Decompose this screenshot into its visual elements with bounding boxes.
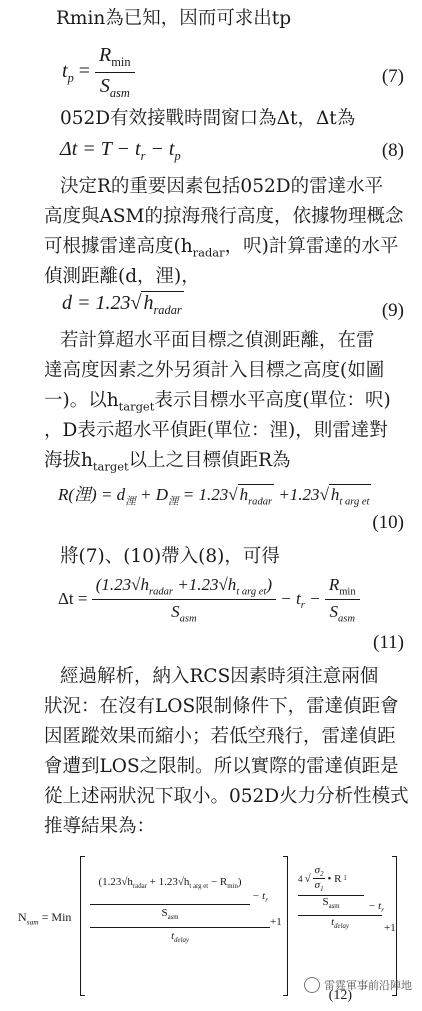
para3-line5: 從上述兩狀況下取小。052D火力分析性模式: [44, 786, 409, 807]
eq12-b-frac: [313, 864, 326, 893]
para3-line4: 會遭到LOS之限制。所以實際的雷達偵距是: [44, 756, 399, 777]
eq11-num-a: (1.23√h: [95, 575, 149, 594]
eq12-b-delay-sub: delay: [334, 922, 349, 930]
substitute-line: 將(7)、(10)帶入(8)，可得: [60, 546, 280, 567]
wechat-icon: [304, 977, 320, 993]
eq12-b-s2: σ: [314, 864, 321, 876]
para1-line3: [44, 232, 398, 260]
eq12-a-c: − R: [208, 876, 228, 888]
intro-text: Rmin為已知，因而可求出tp: [56, 8, 292, 29]
para1-line2: 高度與ASM的掠海飛行高度，依據物理概念: [44, 206, 404, 227]
para2-line5-a: 海拔h: [44, 450, 93, 471]
eq12-b-delay: [298, 916, 382, 930]
eq7-number: (7): [381, 66, 404, 87]
eq12-lhs: N: [18, 910, 27, 924]
eq12-min: = Min: [38, 910, 72, 924]
eq11-mid-sub: r: [300, 600, 305, 612]
eq9-h: h: [143, 292, 154, 314]
eq7-numerator: R: [99, 44, 112, 66]
para2-line3-b: 表示目標水平高度(單位：呎): [154, 390, 391, 411]
eq12-a-num: (1.23√h: [98, 876, 133, 888]
eq11-num-b: +1.23√h: [173, 575, 237, 594]
para3-line3: 因匿蹤效果而縮小；若低空飛行，雷達偵距: [44, 726, 396, 747]
eq11-number: (11): [373, 632, 404, 653]
para2-line3-a: 一)。以h: [44, 390, 119, 411]
eq12-b-den-text: S: [322, 896, 329, 909]
eq12-term1-numer: [90, 876, 250, 890]
eq9-a: d = 1.23: [62, 292, 131, 314]
eq12-a-sub2: t arg et: [189, 883, 209, 891]
eq12-a-delay-t: t: [171, 930, 175, 943]
eq12-a-tr-text: − t: [252, 890, 266, 902]
eq11-den: S: [171, 602, 180, 622]
eq10-b: + D: [135, 485, 168, 504]
eq11-lhs: Δt =: [58, 588, 88, 608]
eq9-number: (9): [381, 300, 404, 321]
eq12-mid-bracket: [283, 856, 288, 996]
eq12-a-den: [90, 905, 250, 921]
eq11-f2-num: R: [328, 575, 340, 594]
equation-8: [60, 138, 181, 164]
eq12-a-tr: [252, 890, 268, 904]
para2-line5-b: 以上之目標偵距R為: [128, 450, 291, 471]
para2-line3: [44, 386, 391, 414]
eq12-a-sub1: radar: [132, 883, 147, 891]
para2-line4: ，D表示超水平偵距(單位：浬)，則雷達對: [44, 420, 388, 441]
eq12-a-d: ): [237, 876, 242, 888]
equation-12-lhs: [18, 910, 71, 926]
eq7-lhs-sub: p: [67, 71, 74, 86]
para1-line1: 決定R的重要因素包括052D的雷達水平: [60, 176, 384, 197]
eq7-fraction: [95, 44, 135, 101]
eq10-d: +1.23: [274, 485, 320, 504]
eq12-a-delay: [90, 928, 270, 944]
eq12-b-r1-sub: 1: [343, 875, 347, 883]
eq12-b-tr-sub: r: [381, 907, 384, 915]
eq12-a-delay-sub: delay: [174, 937, 189, 945]
eq12-a-den-sub: asm: [167, 914, 179, 922]
eq8-sub-r: r: [140, 149, 146, 163]
eq12-b-delay-t: t: [331, 915, 335, 928]
equation-11: Δt = $\frac{(1.23√h_{radar} +1.23√h_{t arg et})}{S_{asm}}$ − $t_r$ − $\frac{R_{min}}{S_{asm}}$: [58, 575, 360, 625]
eq7-lhs: t: [62, 60, 68, 83]
para1-line4: 偵測距離(d，浬)，: [44, 266, 200, 287]
eq11-num-sub1: radar: [149, 586, 173, 598]
eq9-sub: radar: [153, 303, 182, 317]
eq10-h2: h: [330, 485, 340, 504]
para3-line1: 經過解析，納入RCS因素時須注意兩個: [60, 666, 379, 687]
eq11-fraction1: [92, 575, 276, 625]
watermark-text: 雷霆軍事前沿陣地: [324, 979, 412, 992]
eq11-mid: − t: [280, 588, 301, 608]
eq12-left-bracket: [80, 856, 85, 996]
eq12-plus2: +1: [384, 922, 396, 934]
para3-line2: 狀況：在沒有LOS限制條件下，雷達偵距會: [44, 696, 399, 717]
eq12-right-bracket: [392, 856, 397, 996]
eq11-num-c: ): [266, 575, 273, 594]
eq11-f2-den-sub: asm: [337, 613, 355, 625]
eq12-term1: [90, 876, 282, 945]
eq10-c: = 1.23: [178, 485, 229, 504]
equation-9: d = 1.23√ $h_{radar}$: [62, 292, 182, 317]
eq12-b-den: [298, 896, 364, 910]
equation-10: R(浬) = $d_浬 + D_浬 = 1.23√$ $h_{radar} +1.23√$ $h_{t arg et}$: [58, 485, 370, 508]
eq8-number: (8): [381, 140, 404, 161]
eq10-h1-sub: radar: [248, 496, 273, 508]
eq7-denominator: S: [99, 75, 110, 97]
para3-line6: 推導結果為：: [44, 816, 156, 837]
eq12-term2: [298, 864, 396, 934]
eq12-b-r1: • R: [327, 872, 342, 885]
para2-line5: [44, 446, 291, 474]
eq12-lhs-sub: sam: [26, 917, 39, 927]
eq11-f2-den: S: [329, 602, 338, 622]
eq11-den-sub: asm: [179, 613, 197, 625]
eq12-a-b: + 1.23√h: [146, 876, 190, 888]
para2-line2: 達高度因素之外另須計入目標之高度(如圖: [44, 360, 385, 381]
eq12-plus1: +1: [270, 916, 282, 928]
eq10-a: R(浬) = d: [58, 485, 126, 504]
eq10-h1: h: [239, 485, 249, 504]
eq8-a: Δt = T − t: [60, 138, 141, 160]
eq12-b-den-sub: asm: [328, 903, 340, 911]
intro-line: [56, 4, 291, 30]
eq12-number: (12): [328, 988, 352, 1003]
eq10-sub1: 浬: [125, 496, 136, 508]
equation-7: $t_p$ = $\frac{R_{min}}{S_{asm}}$: [62, 44, 135, 101]
eq12-b-s1-sub: 1: [320, 886, 324, 894]
para2-line5-sub: target: [92, 459, 129, 474]
eq12-b-s1: σ: [314, 879, 321, 892]
eq12-b-numer: 4 √ $\frac{\sigma_2}{\sigma_1}$ • R 1: [298, 864, 347, 894]
eq7-num-sub: min: [111, 55, 131, 69]
watermark: [304, 977, 412, 993]
eq12-b-s2-sub: 2: [320, 871, 324, 879]
para2-line1: 若計算超水平面目標之偵測距離，在雷: [60, 330, 375, 351]
eq12-b-tr: [368, 900, 384, 914]
eq10-h2-sub: t arg et: [339, 496, 370, 508]
window-text: 052D有效接戰時間窗口為Δt，Δt為: [60, 108, 356, 129]
eq12-a-den-text: S: [161, 907, 168, 920]
eq11-f2-num-sub: min: [339, 586, 356, 598]
para2-line3-sub: target: [118, 399, 155, 414]
eq7-den-sub: asm: [109, 86, 130, 100]
eq12-b-tr-text: − t: [368, 900, 382, 912]
eq12-a-sub3: min: [227, 883, 238, 891]
para1-line3-a: 可根據雷達高度(h: [44, 236, 193, 257]
window-line: [60, 104, 355, 130]
para1-line3-sub: radar: [192, 245, 225, 260]
eq11-fraction2: [325, 575, 360, 625]
para1-line3-b: ，呎)計算雷達的水平: [224, 236, 399, 257]
eq10-number: (10): [372, 512, 404, 533]
eq11-num-sub2: t arg et: [236, 586, 267, 598]
eq12-a-tr-sub: r: [265, 897, 268, 905]
eq8-b: − t: [145, 138, 175, 160]
eq8-sub-p: p: [174, 149, 181, 163]
eq12-b-root: 4: [298, 873, 303, 884]
eq10-sub2: 浬: [167, 496, 179, 508]
